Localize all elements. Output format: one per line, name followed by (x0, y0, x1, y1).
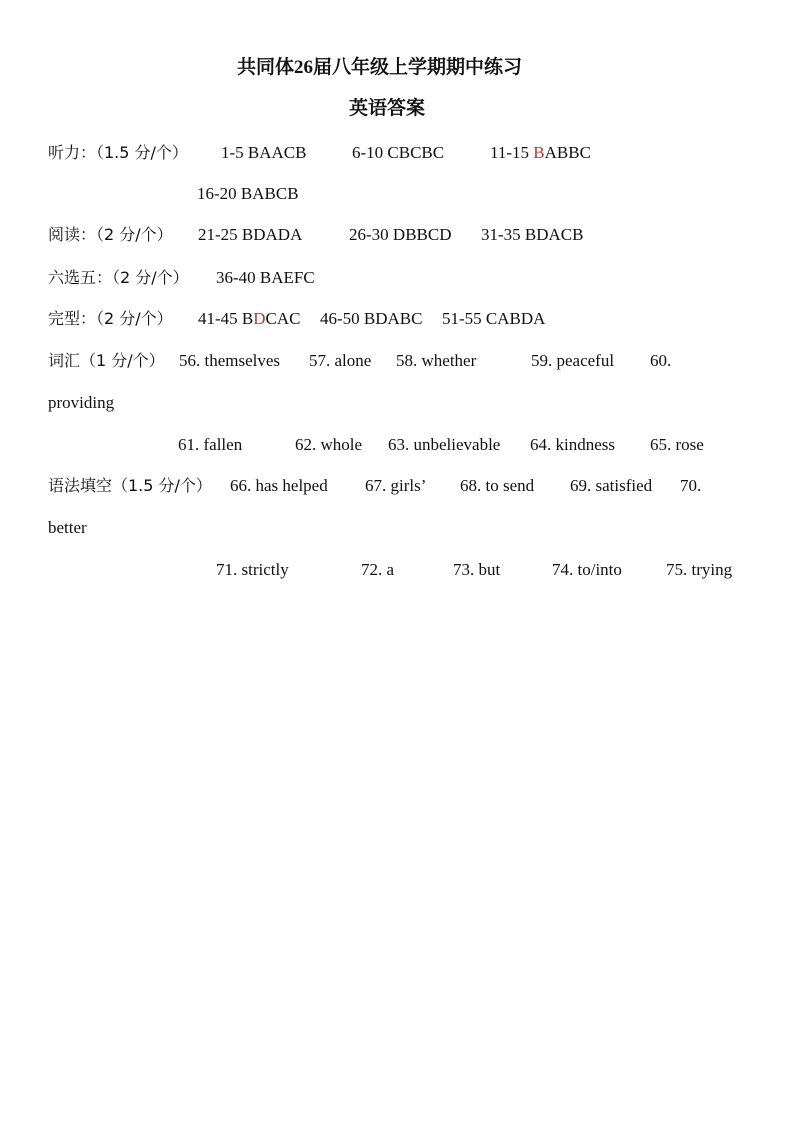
vocab-answer: providing (48, 393, 115, 412)
vocab-answer: 60. (650, 351, 672, 370)
reading-answers-26-30: 26-30 DBBCD (349, 225, 452, 244)
vocab-answer: 62. whole (295, 435, 363, 454)
grammar-answer: 68. to send (460, 476, 535, 495)
page-subtitle: 英语答案 (349, 98, 426, 119)
grammar-answer: 75. trying (666, 560, 733, 579)
vocab-answer: 63. unbelievable (388, 435, 501, 454)
reading-label: 阅读：（2 分/个） (48, 225, 173, 244)
seven-five-label: 六选五：（2 分/个） (48, 268, 189, 287)
vocab-answer: 58. whether (396, 351, 477, 370)
cloze-answers-41-45: 41-45 BDCAC (198, 309, 301, 328)
grammar-answer: 69. satisfied (570, 476, 653, 495)
listening-answers-11-15: 11-15 BABBC (490, 143, 591, 162)
reading-answers-31-35: 31-35 BDACB (481, 225, 584, 244)
reading-answers-21-25: 21-25 BDADA (198, 225, 303, 244)
vocab-answer: 64. kindness (530, 435, 615, 454)
listening-answers-6-10: 6-10 CBCBC (352, 143, 445, 162)
cloze-answers-46-50: 46-50 BDABC (320, 309, 423, 328)
grammar-answer: 67. girls’ (365, 476, 427, 495)
listening-label: 听力：（1.5 分/个） (48, 143, 188, 162)
vocab-answer: 57. alone (309, 351, 372, 370)
vocab-answer: 56. themselves (179, 351, 281, 370)
page-title: 共同体26届八年级上学期期中练习 (237, 57, 523, 78)
grammar-answer: better (48, 518, 87, 537)
grammar-answer: 74. to/into (552, 560, 622, 579)
vocab-answer: 59. peaceful (531, 351, 615, 370)
listening-answers-16-20: 16-20 BABCB (197, 184, 299, 203)
grammar-label: 语法填空（1.5 分/个） (48, 476, 212, 495)
vocab-answer: 65. rose (650, 435, 704, 454)
vocab-answer: 61. fallen (178, 435, 243, 454)
grammar-answer: 71. strictly (216, 560, 289, 579)
seven-five-answers-36-40: 36-40 BAEFC (216, 268, 315, 287)
listening-answers-1-5: 1-5 BAACB (221, 143, 307, 162)
grammar-answer: 66. has helped (230, 476, 328, 495)
grammar-answer: 72. a (361, 560, 395, 579)
cloze-answers-51-55: 51-55 CABDA (442, 309, 546, 328)
grammar-answer: 70. (680, 476, 702, 495)
grammar-answer: 73. but (453, 560, 501, 579)
vocab-label: 词汇（1 分/个） (48, 351, 165, 370)
cloze-label: 完型：（2 分/个） (48, 309, 173, 328)
